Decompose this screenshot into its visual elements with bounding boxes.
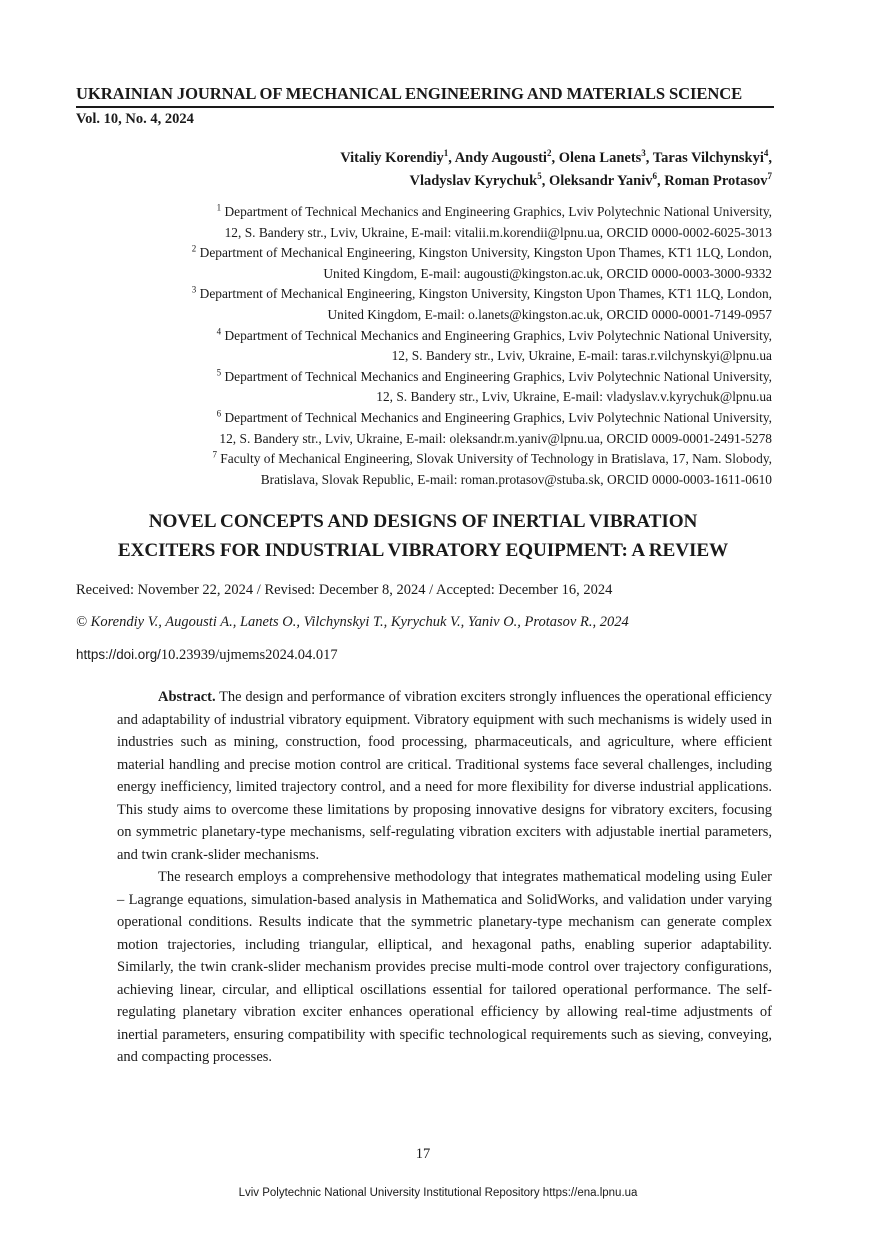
author-name: Roman Protasov — [664, 173, 768, 189]
affiliation-text: Faculty of Mechanical Engineering, Slovak University of Technology in Bratislava, 17, Nam. Slobody, — [220, 451, 772, 467]
author-sep: , — [768, 150, 772, 166]
author-sup: 7 — [767, 171, 772, 182]
affiliation-sup: 6 — [216, 408, 222, 419]
affiliation-5 — [112, 367, 772, 408]
affiliation-3 — [112, 284, 772, 325]
affiliation-7 — [112, 449, 772, 490]
affiliation-text: 12, S. Bandery str., Lviv, Ukraine, E-mail: vladyslav.v.kyrychuk@lpnu.ua — [376, 389, 772, 405]
affiliation-text: Department of Technical Mechanics and Engineering Graphics, Lviv Polytechnic National University, — [224, 327, 772, 343]
author-sup: 2 — [546, 148, 552, 159]
doi-prefix[interactable]: https://doi.org/ — [76, 647, 161, 662]
abstract-paragraph-1 — [117, 686, 772, 866]
affiliation-sup: 5 — [216, 367, 222, 378]
affiliation-4 — [112, 326, 772, 367]
author-sup: 5 — [537, 171, 542, 182]
affiliation-sup: 7 — [212, 449, 217, 460]
doi-link[interactable] — [76, 647, 338, 664]
affiliation-text: Bratislava, Slovak Republic, E-mail: roman.protasov@stuba.sk, ORCID 0000-0003-1611-0610 — [260, 471, 772, 487]
affiliation-text: Department of Technical Mechanics and Engineering Graphics, Lviv Polytechnic National University, — [224, 409, 772, 425]
author-name: Taras Vilchynskyi — [652, 150, 764, 166]
author-sep: , — [657, 173, 665, 189]
paper-title-line: NOVEL CONCEPTS AND DESIGNS OF INERTIAL VIBRATION — [148, 511, 698, 532]
affiliation-text: 12, S. Bandery str., Lviv, Ukraine, E-mail: taras.r.vilchynskyi@lpnu.ua — [391, 348, 772, 364]
affiliation-text: Department of Mechanical Engineering, Kingston University, Kingston Upon Thames, KT1 1LQ, London, — [199, 286, 772, 302]
repository-footer: Lviv Polytechnic National University Institutional Repository https://ena.lpnu.ua — [238, 1187, 638, 1199]
abstract-label: Abstract. — [158, 689, 216, 705]
affiliation-text: 12, S. Bandery str., Lviv, Ukraine, E-mail: oleksandr.m.yaniv@lpnu.ua, ORCID 0009-0001-2491-5278 — [219, 430, 772, 446]
affiliation-text: United Kingdom, E-mail: o.lanets@kingston.ac.uk, ORCID 0000-0001-7149-0957 — [327, 306, 772, 322]
affiliation-text: Department of Mechanical Engineering, Kingston University, Kingston Upon Thames, KT1 1LQ, London, — [199, 245, 772, 261]
author-name: Oleksandr Yaniv — [548, 173, 653, 189]
author-sep: , — [551, 150, 559, 166]
submission-dates: Received: November 22, 2024 / Revised: December 8, 2024 / Accepted: December 16, 2024 — [76, 582, 613, 598]
author-sep: , — [541, 173, 549, 189]
affiliation-text: 12, S. Bandery str., Lviv, Ukraine, E-mail: vitalii.m.korendii@lpnu.ua, ORCID 0000-0002-6025-3013 — [224, 224, 772, 240]
affiliation-text: Department of Technical Mechanics and Engineering Graphics, Lviv Polytechnic National University, — [224, 368, 772, 384]
affiliation-2 — [112, 243, 772, 284]
affiliation-list — [112, 202, 772, 490]
author-sup: 1 — [443, 148, 449, 159]
author-name: Andy Augousti — [454, 150, 547, 166]
volume-info: Vol. 10, No. 4, 2024 — [76, 111, 194, 127]
affiliation-sup: 3 — [191, 284, 197, 295]
affiliation-sup: 1 — [216, 202, 222, 213]
author-sup: 6 — [652, 171, 657, 182]
author-name: Olena Lanets — [558, 150, 642, 166]
paper-title — [76, 508, 770, 565]
affiliation-6 — [112, 408, 772, 449]
affiliation-sup: 2 — [191, 243, 197, 254]
affiliation-1 — [112, 202, 772, 243]
affiliation-text: United Kingdom, E-mail: augousti@kingston.ac.uk, ORCID 0000-0003-3000-9332 — [323, 265, 772, 281]
author-sep: , — [645, 150, 653, 166]
page-number: 17 — [415, 1146, 431, 1162]
abstract-text: The design and performance of vibration exciters strongly influences the operational efficiency and adaptability of industrial vibratory equipment. Vibratory equipment with such mechanisms is widely used in industries such as mining, construction, food processing, pharmaceuticals, and agriculture, where efficient material handling and precise motion control are critical. Traditional systems face several challenges, including energy inefficiency, limited trajectory control, and a need for more flexibility for diverse industrial applications. This study aims to overcome these limitations by proposing innovative designs for vibratory exciters, focusing on symmetric planetary-type mechanisms, self-regulating vibration exciters with adjustable inertial parameters, and twin crank-slider mechanisms. — [117, 689, 772, 863]
author-sup: 4 — [763, 148, 769, 159]
affiliation-sup: 4 — [216, 326, 222, 337]
author-line-2 — [72, 170, 772, 193]
author-line-1 — [72, 147, 772, 170]
author-name: Vladyslav Kyrychuk — [409, 173, 538, 189]
journal-title: UKRAINIAN JOURNAL OF MECHANICAL ENGINEERING AND MATERIALS SCIENCE — [76, 84, 774, 108]
abstract — [117, 686, 772, 1069]
affiliation-text: Department of Technical Mechanics and Engineering Graphics, Lviv Polytechnic National University, — [224, 204, 772, 219]
author-sup: 3 — [641, 148, 646, 159]
paper-title-line: EXCITERS FOR INDUSTRIAL VIBRATORY EQUIPMENT: A REVIEW — [117, 539, 729, 561]
author-name: Vitaliy Korendiy — [340, 150, 444, 166]
abstract-paragraph-2: The research employs a comprehensive methodology that integrates mathematical modeling using Euler – Lagrange equations, simulation-based analysis in Mathematica and SolidWorks, and validation under varying operational conditions. Results indicate that the symmetric planetary-type mechanism can generate complex motion trajectories, including triangular, elliptical, and hexagonal paths, enabling superior adaptability. Similarly, the twin crank-slider mechanism provides precise multi-mode control over trajectory configurations, achieving linear, circular, and elliptical oscillations essential for tailored operational performance. The self-regulating planetary vibration exciter enhances operational efficiency by allowing real-time adjustments of inertial parameters, ensuring compatibility with specific technological requirements such as sieving, conveying, and compacting processes. — [117, 869, 772, 1065]
copyright-notice: © Korendiy V., Augousti A., Lanets O., Vilchynskyi T., Kyrychuk V., Yaniv O., Protasov R., 2024 — [76, 614, 629, 630]
author-sep: , — [448, 150, 455, 166]
doi-id[interactable]: 10.23939/ujmems2024.04.017 — [160, 647, 338, 663]
author-list — [72, 147, 772, 193]
